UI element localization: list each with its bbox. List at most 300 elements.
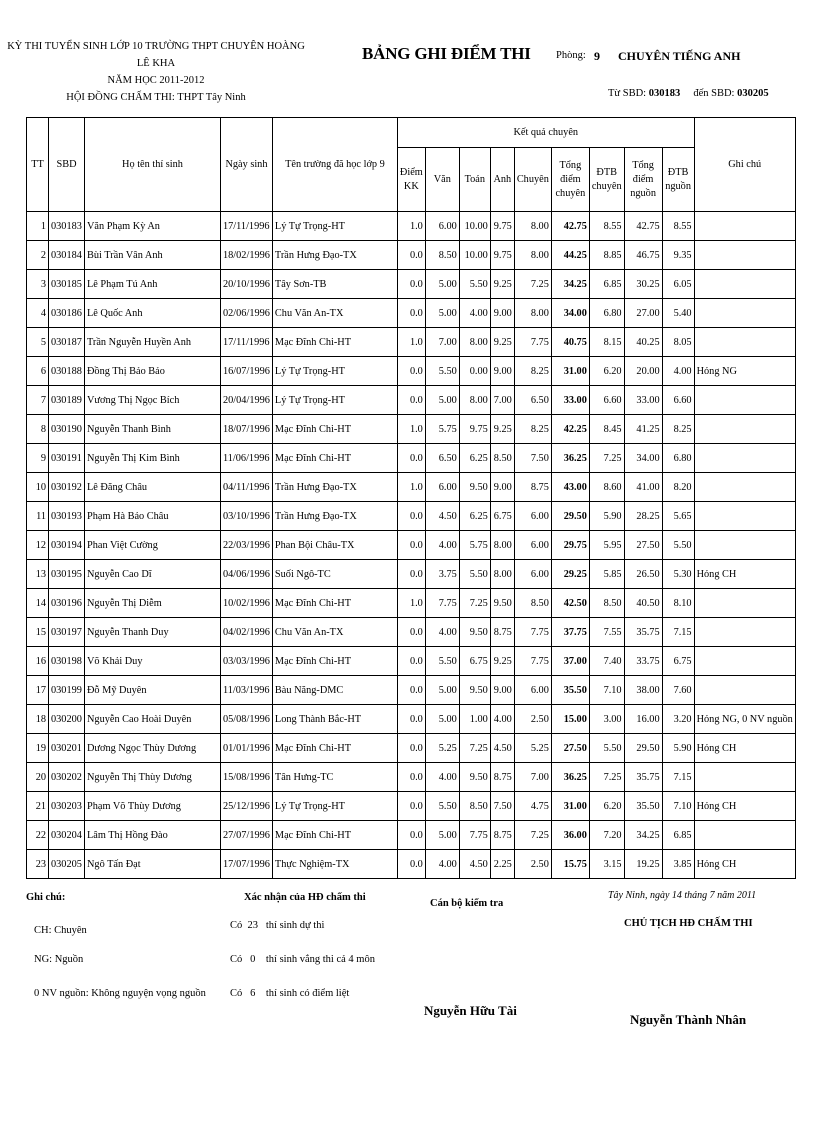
cell-name: Lê Quốc Anh [85, 299, 221, 328]
cell-dtb-nguon: 7.10 [662, 792, 694, 821]
cell-note [694, 647, 795, 676]
cell-toan: 9.50 [459, 473, 490, 502]
cell-sbd: 030200 [49, 705, 85, 734]
cell-name: Nguyễn Cao Dĩ [85, 560, 221, 589]
cell-kk: 0.0 [397, 705, 425, 734]
col-dob: Ngày sinh [221, 118, 273, 212]
cell-tong-nguon: 40.50 [624, 589, 662, 618]
cell-tt: 23 [27, 850, 49, 879]
school-year: NĂM HỌC 2011-2012 [107, 75, 205, 86]
cell-chuyen: 7.75 [514, 647, 551, 676]
cell-kk: 1.0 [397, 328, 425, 357]
cell-anh: 8.75 [490, 618, 514, 647]
exam-title-line: KỲ THI TUYỂN SINH LỚP 10 TRƯỜNG THPT CHUYÊN HOÀNG LÊ KHA [7, 41, 305, 69]
table-row [27, 444, 796, 473]
table-row [27, 531, 796, 560]
cell-note [694, 328, 795, 357]
cell-note: Hỏng NG [694, 357, 795, 386]
cell-dtb-nguon: 8.05 [662, 328, 694, 357]
cell-van: 4.00 [425, 618, 459, 647]
cell-name: Vương Thị Ngọc Bích [85, 386, 221, 415]
cell-van: 4.00 [425, 850, 459, 879]
cell-dtb-chuyen: 5.90 [589, 502, 624, 531]
table-row [27, 502, 796, 531]
cell-dtb-nguon: 8.20 [662, 473, 694, 502]
cell-note: Hỏng CH [694, 792, 795, 821]
cell-school: Trần Hưng Đạo-TX [272, 473, 397, 502]
cell-sbd: 030193 [49, 502, 85, 531]
table-row [27, 473, 796, 502]
cell-school: Mạc Đĩnh Chi-HT [272, 589, 397, 618]
cell-tong-nguon: 35.75 [624, 763, 662, 792]
cell-dtb-nguon: 5.90 [662, 734, 694, 763]
cell-sbd: 030190 [49, 415, 85, 444]
cell-dtb-chuyen: 3.15 [589, 850, 624, 879]
cell-kk: 0.0 [397, 386, 425, 415]
cell-anh: 9.00 [490, 357, 514, 386]
cell-dtb-chuyen: 5.95 [589, 531, 624, 560]
cell-toan: 5.50 [459, 560, 490, 589]
cell-school: Lý Tự Trọng-HT [272, 357, 397, 386]
cell-name: Nguyễn Thị Thùy Dương [85, 763, 221, 792]
cell-tong-chuyen: 33.00 [551, 386, 589, 415]
cell-toan: 6.25 [459, 502, 490, 531]
cell-dob: 16/07/1996 [221, 357, 273, 386]
cell-school: Long Thành Bắc-HT [272, 705, 397, 734]
cell-dob: 04/06/1996 [221, 560, 273, 589]
table-row [27, 357, 796, 386]
col-name: Họ tên thí sinh [85, 118, 221, 212]
cell-tong-chuyen: 34.25 [551, 270, 589, 299]
cell-chuyen: 8.50 [514, 589, 551, 618]
cell-tong-chuyen: 37.75 [551, 618, 589, 647]
cell-sbd: 030203 [49, 792, 85, 821]
cell-anh: 6.75 [490, 502, 514, 531]
cell-van: 7.75 [425, 589, 459, 618]
cell-sbd: 030202 [49, 763, 85, 792]
cell-tong-nguon: 33.75 [624, 647, 662, 676]
cell-tt: 10 [27, 473, 49, 502]
cell-tong-chuyen: 34.00 [551, 299, 589, 328]
cell-note [694, 386, 795, 415]
col-toan: Toán [459, 148, 490, 212]
cell-dob: 17/07/1996 [221, 850, 273, 879]
cell-kk: 0.0 [397, 270, 425, 299]
cell-kk: 0.0 [397, 792, 425, 821]
table-body [27, 212, 796, 879]
cell-sbd: 030188 [49, 357, 85, 386]
cell-note [694, 618, 795, 647]
cell-kk: 0.0 [397, 299, 425, 328]
cell-dob: 18/02/1996 [221, 241, 273, 270]
cell-anh: 9.50 [490, 589, 514, 618]
cell-tong-nguon: 19.25 [624, 850, 662, 879]
table-row [27, 763, 796, 792]
cell-name: Phan Việt Cường [85, 531, 221, 560]
table-row [27, 618, 796, 647]
table-row [27, 647, 796, 676]
cell-dob: 22/03/1996 [221, 531, 273, 560]
cell-sbd: 030194 [49, 531, 85, 560]
cell-name: Bùi Trần Vân Anh [85, 241, 221, 270]
table-row [27, 676, 796, 705]
cell-dtb-nguon: 8.10 [662, 589, 694, 618]
score-table [26, 117, 796, 879]
cell-anh: 7.50 [490, 792, 514, 821]
cell-chuyen: 7.50 [514, 444, 551, 473]
cell-name: Văn Phạm Kỳ An [85, 212, 221, 241]
cell-dtb-chuyen: 7.20 [589, 821, 624, 850]
cell-anh: 8.50 [490, 444, 514, 473]
cell-tong-nguon: 26.50 [624, 560, 662, 589]
cell-tt: 2 [27, 241, 49, 270]
cell-dob: 04/11/1996 [221, 473, 273, 502]
cell-dob: 15/08/1996 [221, 763, 273, 792]
cell-toan: 6.25 [459, 444, 490, 473]
cell-note [694, 676, 795, 705]
cell-tong-nguon: 41.00 [624, 473, 662, 502]
cell-dtb-nguon: 6.85 [662, 821, 694, 850]
cell-tt: 18 [27, 705, 49, 734]
cell-chuyen: 6.00 [514, 560, 551, 589]
chair-title: CHỦ TỊCH HĐ CHẤM THI [624, 918, 753, 929]
cell-kk: 1.0 [397, 415, 425, 444]
cell-sbd: 030184 [49, 241, 85, 270]
table-row [27, 850, 796, 879]
cell-anh: 7.00 [490, 386, 514, 415]
cell-kk: 0.0 [397, 734, 425, 763]
cell-toan: 5.75 [459, 531, 490, 560]
col-dtb-chuyen: ĐTB chuyên [589, 148, 624, 212]
cell-anh: 4.00 [490, 705, 514, 734]
cell-kk: 0.0 [397, 444, 425, 473]
cell-tong-chuyen: 36.00 [551, 821, 589, 850]
cell-name: Nguyễn Thanh Bình [85, 415, 221, 444]
cell-tong-nguon: 35.75 [624, 618, 662, 647]
sbd-from: 030183 [648, 88, 681, 99]
table-row [27, 415, 796, 444]
cell-chuyen: 7.75 [514, 328, 551, 357]
cell-tt: 9 [27, 444, 49, 473]
cell-dtb-chuyen: 6.60 [589, 386, 624, 415]
cell-anh: 9.25 [490, 415, 514, 444]
cell-tong-chuyen: 42.50 [551, 589, 589, 618]
cell-chuyen: 6.00 [514, 676, 551, 705]
cell-tong-nguon: 42.75 [624, 212, 662, 241]
cell-dtb-nguon: 7.15 [662, 618, 694, 647]
cell-toan: 4.00 [459, 299, 490, 328]
cell-kk: 0.0 [397, 821, 425, 850]
date-line: Tây Ninh, ngày 14 tháng 7 năm 2011 [608, 890, 757, 901]
cell-tong-chuyen: 31.00 [551, 792, 589, 821]
cell-tt: 8 [27, 415, 49, 444]
cell-kk: 0.0 [397, 531, 425, 560]
cell-tt: 4 [27, 299, 49, 328]
col-anh: Anh [490, 148, 514, 212]
cell-dob: 11/06/1996 [221, 444, 273, 473]
cell-chuyen: 6.50 [514, 386, 551, 415]
cell-sbd: 030196 [49, 589, 85, 618]
cell-school: Phan Bội Châu-TX [272, 531, 397, 560]
confirm-line: Có 0 thí sinh vắng thi cả 4 môn [230, 954, 375, 965]
cell-anh: 9.25 [490, 647, 514, 676]
col-group-result: Kết quả chuyên [397, 118, 694, 148]
cell-chuyen: 8.25 [514, 357, 551, 386]
cell-kk: 0.0 [397, 357, 425, 386]
cell-anh: 9.25 [490, 328, 514, 357]
cell-anh: 9.00 [490, 299, 514, 328]
cell-tt: 3 [27, 270, 49, 299]
cell-dtb-chuyen: 8.50 [589, 589, 624, 618]
cell-van: 5.50 [425, 647, 459, 676]
table-row [27, 560, 796, 589]
cell-sbd: 030195 [49, 560, 85, 589]
cell-dob: 20/10/1996 [221, 270, 273, 299]
cell-kk: 1.0 [397, 212, 425, 241]
cell-dtb-chuyen: 8.45 [589, 415, 624, 444]
sbd-from-label: Từ SBD: [608, 88, 647, 99]
cell-kk: 0.0 [397, 763, 425, 792]
cell-kk: 0.0 [397, 618, 425, 647]
cell-tong-chuyen: 43.00 [551, 473, 589, 502]
cell-dtb-chuyen: 5.50 [589, 734, 624, 763]
cell-note: Hỏng CH [694, 734, 795, 763]
cell-anh: 9.25 [490, 270, 514, 299]
cell-name: Ngô Tấn Đạt [85, 850, 221, 879]
cell-tt: 12 [27, 531, 49, 560]
cell-tong-nguon: 34.00 [624, 444, 662, 473]
confirm-line: Có 23 thí sinh dự thi [230, 920, 325, 931]
cell-dtb-chuyen: 6.20 [589, 792, 624, 821]
cell-van: 4.00 [425, 531, 459, 560]
cell-chuyen: 8.00 [514, 212, 551, 241]
cell-van: 8.50 [425, 241, 459, 270]
cell-kk: 0.0 [397, 647, 425, 676]
cell-tong-chuyen: 15.75 [551, 850, 589, 879]
cell-note [694, 502, 795, 531]
cell-van: 5.00 [425, 299, 459, 328]
cell-anh: 8.75 [490, 821, 514, 850]
cell-chuyen: 2.50 [514, 705, 551, 734]
cell-dtb-chuyen: 5.85 [589, 560, 624, 589]
cell-dtb-nguon: 5.65 [662, 502, 694, 531]
cell-school: Mạc Đĩnh Chi-HT [272, 328, 397, 357]
table-row [27, 241, 796, 270]
col-school: Tên trường đã học lớp 9 [272, 118, 397, 212]
cell-tt: 1 [27, 212, 49, 241]
cell-sbd: 030198 [49, 647, 85, 676]
cell-school: Thực Nghiệm-TX [272, 850, 397, 879]
table-row [27, 386, 796, 415]
cell-school: Trần Hưng Đạo-TX [272, 502, 397, 531]
cell-tong-chuyen: 37.00 [551, 647, 589, 676]
cell-chuyen: 8.00 [514, 299, 551, 328]
cell-note: Hỏng NG, 0 NV nguồn [694, 705, 795, 734]
cell-toan: 6.75 [459, 647, 490, 676]
cell-note [694, 212, 795, 241]
note-ng: NG: Nguồn [34, 954, 84, 965]
cell-van: 5.50 [425, 357, 459, 386]
cell-toan: 8.00 [459, 386, 490, 415]
cell-dtb-nguon: 8.55 [662, 212, 694, 241]
cell-dtb-nguon: 6.60 [662, 386, 694, 415]
col-tt: TT [27, 118, 49, 212]
sbd-to: 030205 [737, 88, 769, 99]
cell-van: 5.00 [425, 676, 459, 705]
cell-sbd: 030192 [49, 473, 85, 502]
cell-tt: 19 [27, 734, 49, 763]
cell-dtb-chuyen: 7.10 [589, 676, 624, 705]
cell-dob: 17/11/1996 [221, 328, 273, 357]
confirm-line: Có 6 thí sinh có điểm liệt [230, 988, 350, 999]
cell-dtb-nguon: 6.75 [662, 647, 694, 676]
cell-dob: 04/02/1996 [221, 618, 273, 647]
cell-dob: 20/04/1996 [221, 386, 273, 415]
cell-note: Hỏng CH [694, 850, 795, 879]
cell-anh: 9.00 [490, 473, 514, 502]
cell-toan: 1.00 [459, 705, 490, 734]
cell-van: 6.50 [425, 444, 459, 473]
table-row [27, 270, 796, 299]
cell-van: 7.00 [425, 328, 459, 357]
cell-van: 4.00 [425, 763, 459, 792]
cell-note [694, 763, 795, 792]
cell-school: Mạc Đĩnh Chi-HT [272, 415, 397, 444]
cell-name: Lâm Thị Hồng Đào [85, 821, 221, 850]
cell-kk: 0.0 [397, 850, 425, 879]
cell-note [694, 589, 795, 618]
cell-tong-nguon: 38.00 [624, 676, 662, 705]
cell-name: Nguyễn Cao Hoài Duyên [85, 705, 221, 734]
cell-note [694, 241, 795, 270]
cell-anh: 9.75 [490, 241, 514, 270]
cell-kk: 0.0 [397, 241, 425, 270]
cell-van: 6.00 [425, 473, 459, 502]
col-dtb-nguon: ĐTB nguồn [662, 148, 694, 212]
cell-tt: 5 [27, 328, 49, 357]
cell-van: 5.00 [425, 386, 459, 415]
cell-note [694, 270, 795, 299]
table-row [27, 705, 796, 734]
col-note: Ghi chú [694, 118, 795, 212]
cell-van: 5.00 [425, 705, 459, 734]
cell-school: Chu Văn An-TX [272, 299, 397, 328]
cell-dtb-nguon: 9.35 [662, 241, 694, 270]
cell-school: Lý Tự Trọng-HT [272, 212, 397, 241]
cell-sbd: 030199 [49, 676, 85, 705]
cell-toan: 7.25 [459, 734, 490, 763]
cell-toan: 4.50 [459, 850, 490, 879]
cell-name: Đồng Thị Bảo Bảo [85, 357, 221, 386]
cell-kk: 1.0 [397, 589, 425, 618]
cell-kk: 1.0 [397, 473, 425, 502]
cell-chuyen: 8.00 [514, 241, 551, 270]
cell-dtb-chuyen: 8.15 [589, 328, 624, 357]
cell-school: Lý Tự Trọng-HT [272, 792, 397, 821]
cell-tong-chuyen: 29.25 [551, 560, 589, 589]
cell-toan: 10.00 [459, 212, 490, 241]
cell-tt: 14 [27, 589, 49, 618]
cell-school: Mạc Đĩnh Chi-HT [272, 647, 397, 676]
cell-tong-nguon: 20.00 [624, 357, 662, 386]
cell-dtb-chuyen: 6.85 [589, 270, 624, 299]
cell-toan: 9.50 [459, 763, 490, 792]
cell-tong-chuyen: 29.75 [551, 531, 589, 560]
cell-tong-chuyen: 40.75 [551, 328, 589, 357]
cell-name: Nguyễn Thị Kim Bình [85, 444, 221, 473]
cell-dtb-chuyen: 8.85 [589, 241, 624, 270]
cell-sbd: 030204 [49, 821, 85, 850]
cell-dtb-chuyen: 3.00 [589, 705, 624, 734]
cell-note [694, 415, 795, 444]
cell-van: 6.00 [425, 212, 459, 241]
cell-toan: 5.50 [459, 270, 490, 299]
cell-name: Phạm Võ Thùy Dương [85, 792, 221, 821]
cell-name: Trần Nguyễn Huyền Anh [85, 328, 221, 357]
cell-dob: 10/02/1996 [221, 589, 273, 618]
table-row [27, 821, 796, 850]
cell-van: 5.25 [425, 734, 459, 763]
cell-van: 5.50 [425, 792, 459, 821]
table-row [27, 328, 796, 357]
cell-chuyen: 4.75 [514, 792, 551, 821]
cell-van: 5.00 [425, 821, 459, 850]
cell-kk: 0.0 [397, 676, 425, 705]
table-row [27, 299, 796, 328]
cell-dtb-nguon: 4.00 [662, 357, 694, 386]
cell-tong-nguon: 16.00 [624, 705, 662, 734]
cell-dtb-chuyen: 7.55 [589, 618, 624, 647]
sbd-to-label: đến SBD: [693, 88, 735, 99]
cell-dob: 11/03/1996 [221, 676, 273, 705]
cell-note [694, 473, 795, 502]
cell-dob: 05/08/1996 [221, 705, 273, 734]
cell-tong-nguon: 35.50 [624, 792, 662, 821]
cell-van: 3.75 [425, 560, 459, 589]
cell-sbd: 030183 [49, 212, 85, 241]
cell-note [694, 821, 795, 850]
cell-anh: 4.50 [490, 734, 514, 763]
cell-tt: 11 [27, 502, 49, 531]
cell-van: 4.50 [425, 502, 459, 531]
cell-dtb-chuyen: 7.25 [589, 444, 624, 473]
cell-kk: 0.0 [397, 502, 425, 531]
cell-van: 5.75 [425, 415, 459, 444]
cell-dtb-chuyen: 6.20 [589, 357, 624, 386]
cell-toan: 10.00 [459, 241, 490, 270]
chair-name: Nguyễn Thành Nhân [630, 1012, 747, 1027]
cell-tong-chuyen: 31.00 [551, 357, 589, 386]
cell-toan: 9.75 [459, 415, 490, 444]
cell-name: Nguyễn Thị Diễm [85, 589, 221, 618]
cell-dtb-nguon: 7.60 [662, 676, 694, 705]
cell-tt: 22 [27, 821, 49, 850]
table-row [27, 792, 796, 821]
cell-note [694, 531, 795, 560]
room-label: Phòng: [556, 50, 586, 61]
cell-tt: 20 [27, 763, 49, 792]
cell-tong-chuyen: 42.75 [551, 212, 589, 241]
cell-note [694, 299, 795, 328]
cell-dtb-nguon: 7.15 [662, 763, 694, 792]
col-tong-nguon: Tổng điểm nguồn [624, 148, 662, 212]
cell-tt: 16 [27, 647, 49, 676]
cell-chuyen: 5.25 [514, 734, 551, 763]
col-kk: Điểm KK [397, 148, 425, 212]
cell-dtb-nguon: 6.80 [662, 444, 694, 473]
cell-tt: 7 [27, 386, 49, 415]
cell-dob: 27/07/1996 [221, 821, 273, 850]
